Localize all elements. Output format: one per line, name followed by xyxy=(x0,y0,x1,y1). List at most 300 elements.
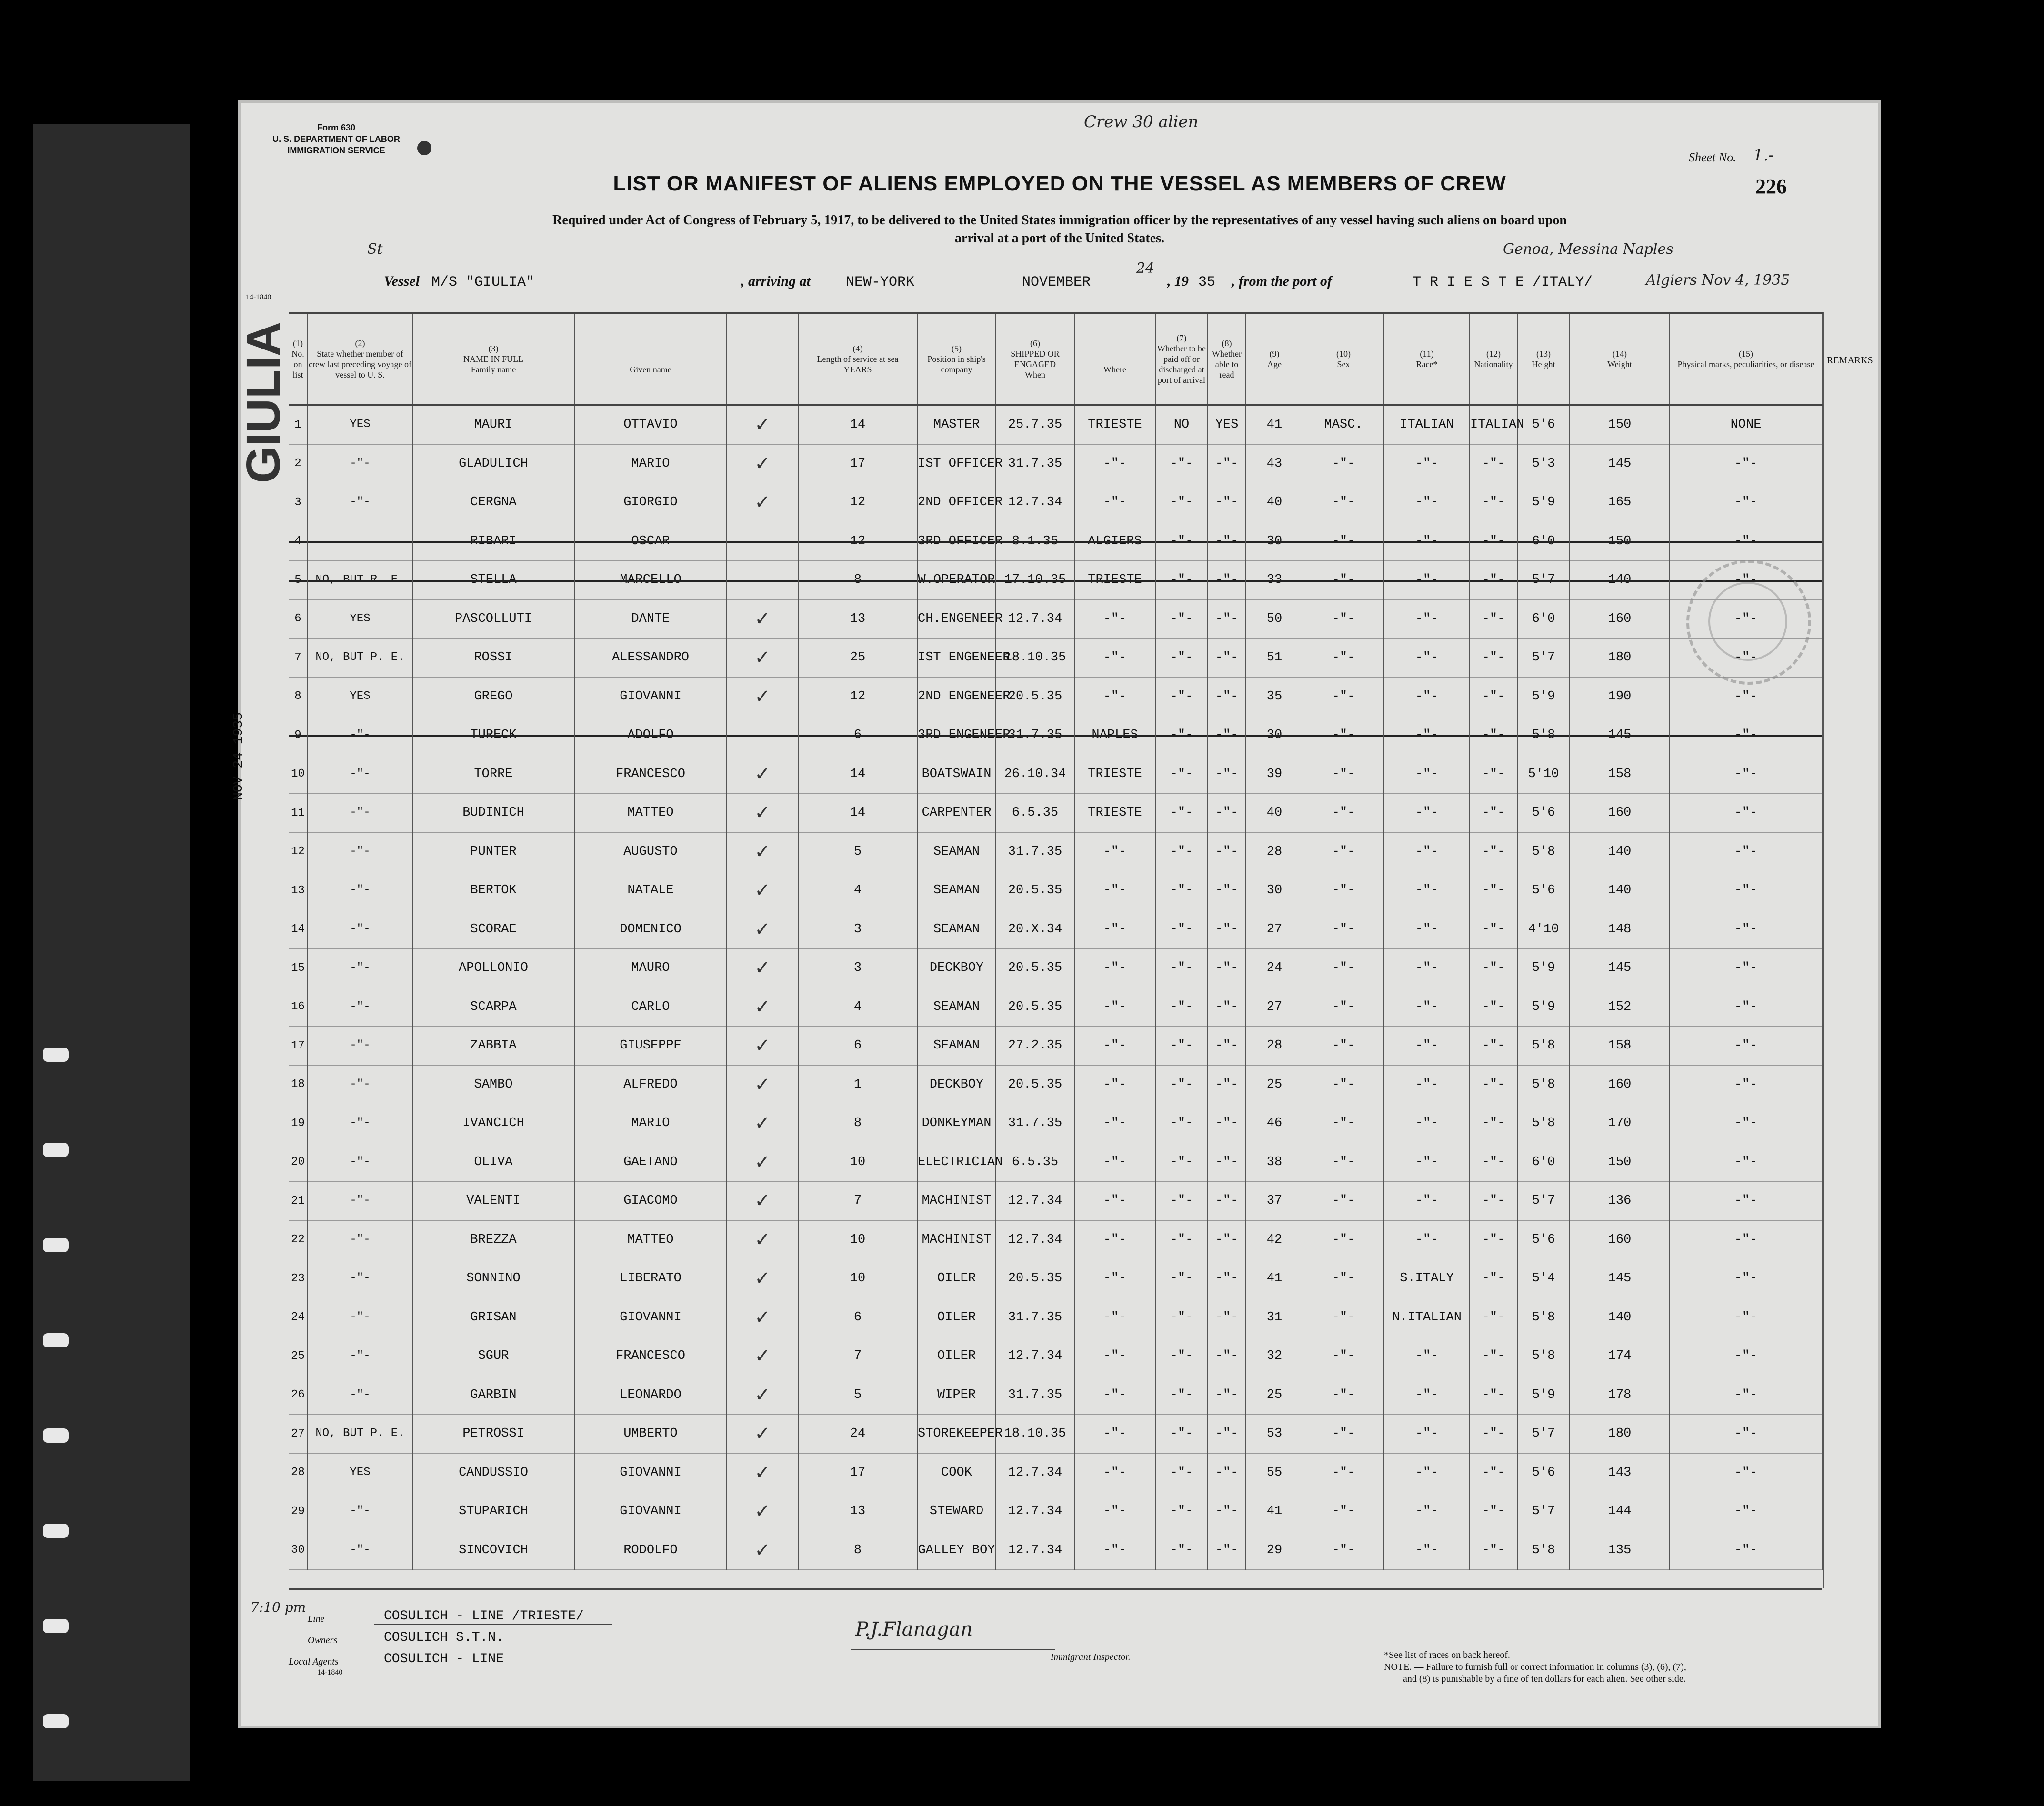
cell-marks: -"- xyxy=(1670,639,1822,678)
cell-when: 31.7.35 xyxy=(996,1376,1074,1415)
cell-nat: -"- xyxy=(1470,677,1517,716)
table-row xyxy=(289,1027,1822,1066)
cell-no: 6 xyxy=(289,599,308,639)
subtitle-line-1: Required under Act of Congress of February 5, 1917, to be delivered to the United States immigration officer by the representatives of any vessel having such aliens on board upon xyxy=(552,213,1567,228)
cell-position: MASTER xyxy=(917,405,996,445)
arrival-day: 24 xyxy=(1136,260,1155,277)
cell-age: 29 xyxy=(1246,1531,1303,1570)
table-row xyxy=(289,1531,1822,1570)
cell-family: TURECK xyxy=(412,716,574,755)
cell-sex: -"- xyxy=(1303,1182,1384,1221)
cell-weight: 160 xyxy=(1570,599,1670,639)
cell-weight: 190 xyxy=(1570,677,1670,716)
cell-family: BERTOK xyxy=(412,871,574,910)
cell-paid: -"- xyxy=(1155,599,1208,639)
film-hole xyxy=(43,1524,69,1538)
cell-family: GRISAN xyxy=(412,1298,574,1337)
departure-port: T R I E S T E /ITALY/ xyxy=(1413,274,1593,290)
cell-age: 35 xyxy=(1246,677,1303,716)
cell-nat: -"- xyxy=(1470,1104,1517,1143)
cell-race: -"- xyxy=(1384,949,1470,988)
cell-where: -"- xyxy=(1074,949,1155,988)
cell-age: 39 xyxy=(1246,755,1303,794)
cell-years: 3 xyxy=(798,910,917,949)
cell-marks: -"- xyxy=(1670,1337,1822,1376)
cell-given: FRANCESCO xyxy=(574,1337,727,1376)
cell-where: -"- xyxy=(1074,599,1155,639)
cell-no: 5 xyxy=(289,561,308,600)
table-row xyxy=(289,444,1822,483)
cell-member: -"- xyxy=(308,794,412,833)
cell-weight: 140 xyxy=(1570,832,1670,871)
film-hole xyxy=(43,1143,69,1157)
checkmark-icon: ✓ xyxy=(727,1531,798,1570)
cell-height: 5'8 xyxy=(1517,1027,1570,1066)
cell-no: 25 xyxy=(289,1337,308,1376)
cell-read: -"- xyxy=(1208,1104,1246,1143)
cell-marks: -"- xyxy=(1670,755,1822,794)
cell-paid: -"- xyxy=(1155,1337,1208,1376)
cell-nat: -"- xyxy=(1470,871,1517,910)
cell-where: -"- xyxy=(1074,639,1155,678)
cell-race: -"- xyxy=(1384,716,1470,755)
cell-when: 18.10.35 xyxy=(996,639,1074,678)
cell-family: TORRE xyxy=(412,755,574,794)
cell-race: -"- xyxy=(1384,910,1470,949)
cell-where: -"- xyxy=(1074,1415,1155,1454)
cell-position: 2ND ENGENEER xyxy=(917,677,996,716)
cell-where: NAPLES xyxy=(1074,716,1155,755)
cell-when: 12.7.34 xyxy=(996,1220,1074,1259)
cell-weight: 145 xyxy=(1570,716,1670,755)
col-paid-off: (7) Whether to be paid off or discharged at port of arrival xyxy=(1155,313,1208,405)
cell-position: MACHINIST xyxy=(917,1182,996,1221)
cell-paid: -"- xyxy=(1155,444,1208,483)
cell-where: -"- xyxy=(1074,1531,1155,1570)
cell-nat: -"- xyxy=(1470,639,1517,678)
cell-no: 23 xyxy=(289,1259,308,1298)
cell-marks: -"- xyxy=(1670,444,1822,483)
year-prefix: , 19 xyxy=(1167,273,1189,289)
cell-read: -"- xyxy=(1208,1376,1246,1415)
cell-family: OLIVA xyxy=(412,1143,574,1182)
cell-read: -"- xyxy=(1208,1065,1246,1104)
cell-marks: -"- xyxy=(1670,1065,1822,1104)
cell-weight: 174 xyxy=(1570,1337,1670,1376)
cell-where: -"- xyxy=(1074,1220,1155,1259)
line-value: COSULICH - LINE /TRIESTE/ xyxy=(384,1609,584,1624)
cell-member: -"- xyxy=(308,1259,412,1298)
cell-marks: -"- xyxy=(1670,1453,1822,1492)
cell-where: -"- xyxy=(1074,1298,1155,1337)
cell-nat: -"- xyxy=(1470,1143,1517,1182)
cell-age: 51 xyxy=(1246,639,1303,678)
cell-position: OILER xyxy=(917,1298,996,1337)
cell-no: 27 xyxy=(289,1415,308,1454)
cell-race: ITALIAN xyxy=(1384,405,1470,445)
cell-given: GIOVANNI xyxy=(574,1492,727,1531)
cell-read: -"- xyxy=(1208,639,1246,678)
side-stamp-date: NOV 24 1935 xyxy=(231,712,246,800)
checkmark-icon: ✓ xyxy=(727,755,798,794)
col-when: (6) SHIPPED OR ENGAGED When xyxy=(996,313,1074,405)
checkmark-icon: ✓ xyxy=(727,1143,798,1182)
cell-where: -"- xyxy=(1074,1027,1155,1066)
cell-paid: -"- xyxy=(1155,755,1208,794)
cell-position: DECKBOY xyxy=(917,1065,996,1104)
cell-weight: 152 xyxy=(1570,988,1670,1027)
cell-member: -"- xyxy=(308,1027,412,1066)
cell-race: -"- xyxy=(1384,1182,1470,1221)
table-row xyxy=(289,794,1822,833)
penalty-note-1: NOTE. — Failure to furnish full or correct information in columns (3), (6), (7), xyxy=(1384,1662,1686,1672)
cell-marks: -"- xyxy=(1670,522,1822,561)
table-row xyxy=(289,561,1822,600)
cell-position: 3RD ENGENEER xyxy=(917,716,996,755)
cell-marks: -"- xyxy=(1670,832,1822,871)
cell-read: -"- xyxy=(1208,1453,1246,1492)
footer-section xyxy=(250,1588,1822,1704)
cell-marks: -"- xyxy=(1670,910,1822,949)
cell-read: -"- xyxy=(1208,949,1246,988)
cell-years: 12 xyxy=(798,483,917,522)
cell-member: -"- xyxy=(308,1143,412,1182)
cell-sex: -"- xyxy=(1303,832,1384,871)
cell-marks: NONE xyxy=(1670,405,1822,445)
cell-family: APOLLONIO xyxy=(412,949,574,988)
cell-years: 12 xyxy=(798,522,917,561)
cell-position: 2ND OFFICER xyxy=(917,483,996,522)
cell-years: 17 xyxy=(798,1453,917,1492)
cell-no: 30 xyxy=(289,1531,308,1570)
cell-years: 8 xyxy=(798,1104,917,1143)
cell-position: SEAMAN xyxy=(917,871,996,910)
cell-when: 8.1.35 xyxy=(996,522,1074,561)
cell-marks: -"- xyxy=(1670,1220,1822,1259)
cell-position: WIPER xyxy=(917,1376,996,1415)
cell-sex: -"- xyxy=(1303,677,1384,716)
cell-age: 41 xyxy=(1246,1259,1303,1298)
cell-race: -"- xyxy=(1384,1492,1470,1531)
cell-sex: -"- xyxy=(1303,1492,1384,1531)
cell-where: -"- xyxy=(1074,1492,1155,1531)
cell-member: -"- xyxy=(308,949,412,988)
cell-no: 26 xyxy=(289,1376,308,1415)
cell-given: MATTEO xyxy=(574,794,727,833)
cell-given: RODOLFO xyxy=(574,1531,727,1570)
cell-member: -"- xyxy=(308,1492,412,1531)
cell-paid: -"- xyxy=(1155,1259,1208,1298)
cell-read: -"- xyxy=(1208,871,1246,910)
manifest-page xyxy=(231,100,1881,1728)
cell-height: 5'8 xyxy=(1517,1104,1570,1143)
col-height: (13) Height xyxy=(1517,313,1570,405)
cell-paid: -"- xyxy=(1155,639,1208,678)
cell-member: NO, BUT P. E. xyxy=(308,639,412,678)
arriving-label: , arriving at xyxy=(741,273,811,289)
cell-sex: -"- xyxy=(1303,794,1384,833)
cell-paid: -"- xyxy=(1155,832,1208,871)
cell-position: BOATSWAIN xyxy=(917,755,996,794)
cell-age: 37 xyxy=(1246,1182,1303,1221)
cell-read: -"- xyxy=(1208,716,1246,755)
cell-height: 6'0 xyxy=(1517,1143,1570,1182)
checkmark-icon: ✓ xyxy=(727,677,798,716)
cell-age: 41 xyxy=(1246,405,1303,445)
cell-paid: NO xyxy=(1155,405,1208,445)
cell-nat: -"- xyxy=(1470,1337,1517,1376)
cell-no: 15 xyxy=(289,949,308,988)
cell-paid: -"- xyxy=(1155,988,1208,1027)
cell-nat: -"- xyxy=(1470,716,1517,755)
cell-family: GARBIN xyxy=(412,1376,574,1415)
cell-where: TRIESTE xyxy=(1074,561,1155,600)
cell-years: 7 xyxy=(798,1337,917,1376)
service: IMMIGRATION SERVICE xyxy=(287,146,385,155)
col-sex: (10) Sex xyxy=(1303,313,1384,405)
cell-paid: -"- xyxy=(1155,1415,1208,1454)
cell-read: -"- xyxy=(1208,794,1246,833)
cell-sex: -"- xyxy=(1303,639,1384,678)
line-label: Line xyxy=(308,1614,325,1624)
column-header-row xyxy=(289,313,1822,405)
table-row xyxy=(289,1143,1822,1182)
cell-age: 27 xyxy=(1246,988,1303,1027)
cell-marks: -"- xyxy=(1670,988,1822,1027)
cell-family: SINCOVICH xyxy=(412,1531,574,1570)
cell-weight: 160 xyxy=(1570,1220,1670,1259)
cell-no: 14 xyxy=(289,910,308,949)
checkmark-icon: ✓ xyxy=(727,599,798,639)
cell-family: RIBARI xyxy=(412,522,574,561)
cell-sex: -"- xyxy=(1303,1337,1384,1376)
cell-position: SEAMAN xyxy=(917,988,996,1027)
cell-no: 18 xyxy=(289,1065,308,1104)
cell-race: -"- xyxy=(1384,988,1470,1027)
cell-when: 12.7.34 xyxy=(996,1492,1074,1531)
cell-age: 28 xyxy=(1246,1027,1303,1066)
cell-no: 29 xyxy=(289,1492,308,1531)
cell-member: -"- xyxy=(308,871,412,910)
cell-race: -"- xyxy=(1384,561,1470,600)
cell-where: -"- xyxy=(1074,871,1155,910)
cell-height: 5'6 xyxy=(1517,1453,1570,1492)
cell-when: 12.7.34 xyxy=(996,1453,1074,1492)
cell-position: W.OPERATOR xyxy=(917,561,996,600)
cell-height: 5'8 xyxy=(1517,1065,1570,1104)
cell-given: MAURO xyxy=(574,949,727,988)
cell-height: 5'8 xyxy=(1517,1298,1570,1337)
cell-family: PETROSSI xyxy=(412,1415,574,1454)
cell-family: BUDINICH xyxy=(412,794,574,833)
form-reference xyxy=(265,122,408,156)
cell-position: OILER xyxy=(917,1337,996,1376)
cell-years: 6 xyxy=(798,1027,917,1066)
cell-member: NO, BUT P. E. xyxy=(308,1415,412,1454)
cell-given: AUGUSTO xyxy=(574,832,727,871)
cell-family: SCORAE xyxy=(412,910,574,949)
cell-age: 53 xyxy=(1246,1415,1303,1454)
cell-race: -"- xyxy=(1384,1337,1470,1376)
cell-sex: -"- xyxy=(1303,522,1384,561)
subtitle-line-2: arrival at a port of the United States. xyxy=(954,231,1165,246)
checkmark-icon: ✓ xyxy=(727,832,798,871)
cell-no: 20 xyxy=(289,1143,308,1182)
cell-nat: -"- xyxy=(1470,910,1517,949)
table-row xyxy=(289,949,1822,988)
cell-height: 5'6 xyxy=(1517,871,1570,910)
cell-no: 10 xyxy=(289,755,308,794)
cell-race: -"- xyxy=(1384,1531,1470,1570)
cell-when: 6.5.35 xyxy=(996,1143,1074,1182)
cell-sex: -"- xyxy=(1303,1531,1384,1570)
cell-age: 42 xyxy=(1246,1220,1303,1259)
cell-when: 12.7.34 xyxy=(996,483,1074,522)
cell-years: 8 xyxy=(798,561,917,600)
film-hole xyxy=(43,1333,69,1347)
checkmark-icon: ✓ xyxy=(727,871,798,910)
cell-race: -"- xyxy=(1384,832,1470,871)
cell-weight: 144 xyxy=(1570,1492,1670,1531)
cell-paid: -"- xyxy=(1155,483,1208,522)
cell-position: ELECTRICIAN xyxy=(917,1143,996,1182)
cell-family: IVANCICH xyxy=(412,1104,574,1143)
cell-paid: -"- xyxy=(1155,1027,1208,1066)
cell-years: 14 xyxy=(798,405,917,445)
checkmark-icon: ✓ xyxy=(727,1415,798,1454)
cell-paid: -"- xyxy=(1155,677,1208,716)
inspector-signature: P.J.Flanagan xyxy=(855,1618,973,1640)
cell-weight: 150 xyxy=(1570,1143,1670,1182)
cell-weight: 180 xyxy=(1570,1415,1670,1454)
cell-family: ZABBIA xyxy=(412,1027,574,1066)
cell-marks: -"- xyxy=(1670,1298,1822,1337)
cell-read: -"- xyxy=(1208,1143,1246,1182)
cell-height: 5'3 xyxy=(1517,444,1570,483)
cell-weight: 140 xyxy=(1570,561,1670,600)
cell-years: 13 xyxy=(798,1492,917,1531)
cell-no: 1 xyxy=(289,405,308,445)
cell-height: 5'9 xyxy=(1517,988,1570,1027)
cell-read: -"- xyxy=(1208,1182,1246,1221)
cell-no: 22 xyxy=(289,1220,308,1259)
film-hole xyxy=(43,1619,69,1633)
cell-years: 14 xyxy=(798,794,917,833)
cell-member: NO, BUT R. E. xyxy=(308,561,412,600)
cell-weight: 140 xyxy=(1570,871,1670,910)
cell-position: SEAMAN xyxy=(917,910,996,949)
cell-sex: -"- xyxy=(1303,1376,1384,1415)
cell-given: MARCELLO xyxy=(574,561,727,600)
table-row xyxy=(289,1220,1822,1259)
cell-read: -"- xyxy=(1208,910,1246,949)
table-row xyxy=(289,871,1822,910)
checkmark-icon: ✓ xyxy=(727,1220,798,1259)
cell-member: -"- xyxy=(308,1531,412,1570)
cell-when: 20.5.35 xyxy=(996,1259,1074,1298)
cell-race: -"- xyxy=(1384,755,1470,794)
cell-where: -"- xyxy=(1074,483,1155,522)
cell-height: 4'10 xyxy=(1517,910,1570,949)
table-row xyxy=(289,405,1822,445)
cell-no: 28 xyxy=(289,1453,308,1492)
cell-member: -"- xyxy=(308,1182,412,1221)
cell-nat: ITALIAN xyxy=(1470,405,1517,445)
cell-member: -"- xyxy=(308,1220,412,1259)
signature-rule xyxy=(851,1649,1055,1650)
checkmark-icon: ✓ xyxy=(727,444,798,483)
cell-member: -"- xyxy=(308,1337,412,1376)
cell-where: -"- xyxy=(1074,1453,1155,1492)
cell-member: -"- xyxy=(308,910,412,949)
cell-family: GLADULICH xyxy=(412,444,574,483)
table-row xyxy=(289,522,1822,561)
handwritten-crew-note: Crew 30 alien xyxy=(1084,112,1199,131)
film-hole xyxy=(43,1238,69,1252)
cell-family: MAURI xyxy=(412,405,574,445)
cell-member: YES xyxy=(308,677,412,716)
cell-member xyxy=(308,522,412,561)
cell-race: -"- xyxy=(1384,522,1470,561)
cell-read: -"- xyxy=(1208,1415,1246,1454)
cell-family: VALENTI xyxy=(412,1182,574,1221)
cell-height: 5'8 xyxy=(1517,716,1570,755)
cell-when: 12.7.34 xyxy=(996,1337,1074,1376)
department: U. S. DEPARTMENT OF LABOR xyxy=(272,134,400,144)
official-stamp xyxy=(1686,560,1811,685)
cell-where: TRIESTE xyxy=(1074,794,1155,833)
cell-no: 9 xyxy=(289,716,308,755)
cell-weight: 136 xyxy=(1570,1182,1670,1221)
cell-age: 33 xyxy=(1246,561,1303,600)
cell-race: -"- xyxy=(1384,1376,1470,1415)
cell-family: PASCOLLUTI xyxy=(412,599,574,639)
document-title: LIST OR MANIFEST OF ALIENS EMPLOYED ON THE VESSEL AS MEMBERS OF CREW xyxy=(613,172,1506,195)
cell-when: 20.5.35 xyxy=(996,988,1074,1027)
cell-nat: -"- xyxy=(1470,1065,1517,1104)
cell-weight: 170 xyxy=(1570,1104,1670,1143)
film-hole xyxy=(43,1714,69,1728)
cell-position: IST OFFICER xyxy=(917,444,996,483)
cell-read: -"- xyxy=(1208,1492,1246,1531)
cell-paid: -"- xyxy=(1155,1298,1208,1337)
table-row xyxy=(289,1376,1822,1415)
cell-height: 5'6 xyxy=(1517,1220,1570,1259)
cell-paid: -"- xyxy=(1155,871,1208,910)
cell-years: 5 xyxy=(798,832,917,871)
cell-sex: -"- xyxy=(1303,1298,1384,1337)
cell-nat: -"- xyxy=(1470,483,1517,522)
cell-age: 25 xyxy=(1246,1065,1303,1104)
cell-family: SONNINO xyxy=(412,1259,574,1298)
page-number: 226 xyxy=(1755,175,1787,198)
cell-nat: -"- xyxy=(1470,444,1517,483)
cell-nat: -"- xyxy=(1470,1220,1517,1259)
cell-read: -"- xyxy=(1208,1337,1246,1376)
cell-age: 38 xyxy=(1246,1143,1303,1182)
cell-given: MATTEO xyxy=(574,1220,727,1259)
cell-weight: 160 xyxy=(1570,794,1670,833)
col-age: (9) Age xyxy=(1246,313,1303,405)
table-row xyxy=(289,639,1822,678)
cell-where: -"- xyxy=(1074,1065,1155,1104)
cell-no: 21 xyxy=(289,1182,308,1221)
cell-paid: -"- xyxy=(1155,522,1208,561)
cell-given: GIACOMO xyxy=(574,1182,727,1221)
cell-given: CARLO xyxy=(574,988,727,1027)
cell-when: 20.5.35 xyxy=(996,677,1074,716)
cell-weight: 143 xyxy=(1570,1453,1670,1492)
